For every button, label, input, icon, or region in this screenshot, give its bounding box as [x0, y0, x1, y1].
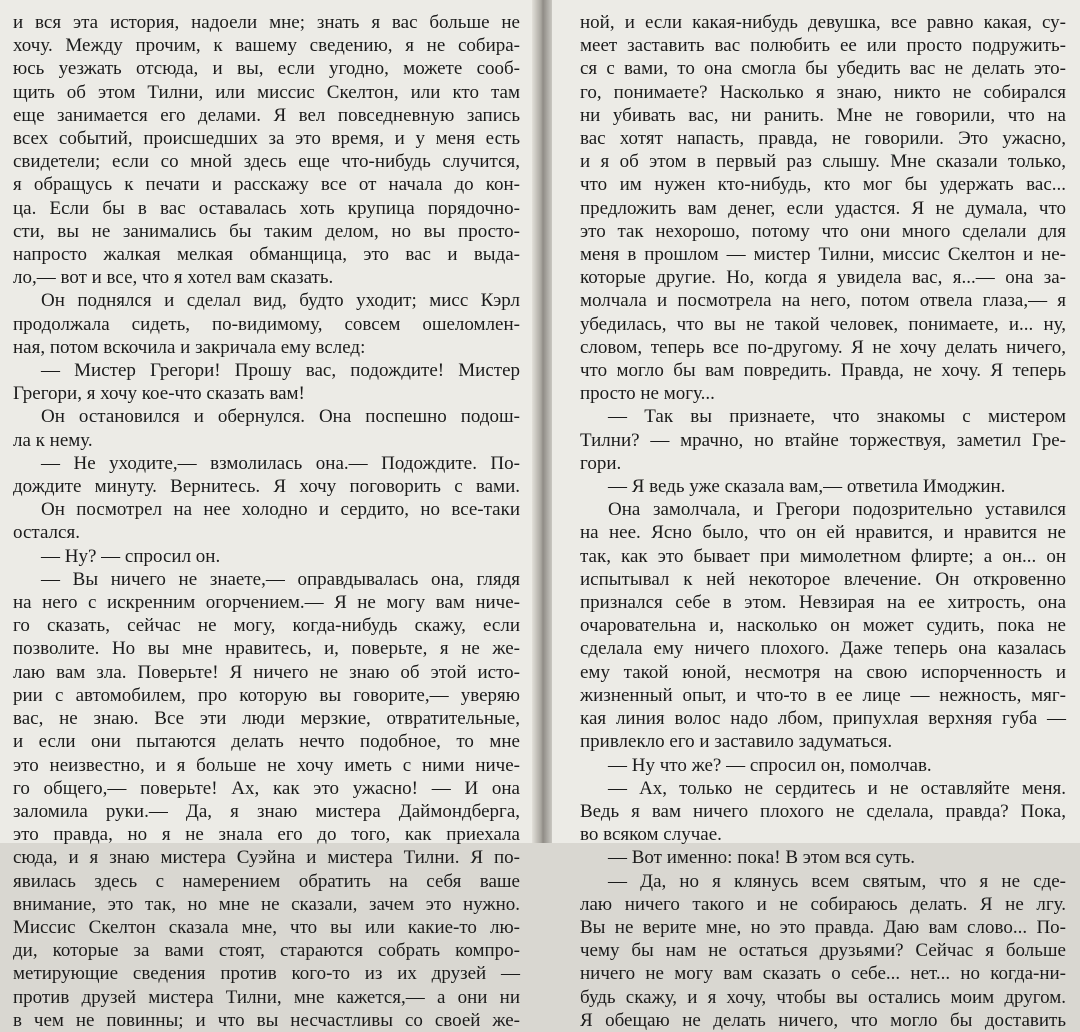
right-page — [552, 0, 1080, 1031]
text-line: ла к нему. — [13, 429, 93, 451]
text-line: на нее. Ясно было, что он ей нравится, и нравится не — [580, 522, 1066, 544]
text-line: Тилни? — мрачно, но втайне торжествуя, заметил Гре- — [580, 429, 1066, 451]
text-line: рии с автомобилем, про которую вы говорите,— уверяю — [13, 684, 520, 706]
text-line: ло,— вот и все, что я хотел вам сказать. — [13, 267, 334, 289]
text-line: хочу. Между прочим, к вашему сведению, я не собира- — [13, 35, 520, 57]
text-line: сделала ему ничего плохого. Даже теперь она казалась — [580, 638, 1066, 660]
text-line: вас хотят напасть, правда, не говорили. Это ужасно, — [580, 128, 1066, 150]
text-line: лаю ничего такого и не собираюсь делать. Я не лгу. — [580, 893, 1066, 915]
text-line: — Вы ничего не знаете,— оправдывалась она, глядя — [41, 568, 520, 590]
text-line: — Мистер Грегори! Прошу вас, подождите! Мистер — [41, 360, 520, 382]
text-line: так, как это бывает при мимолетном флирте; а он... он — [580, 545, 1066, 567]
text-line: против друзей мистера Тилни, мне кажется,— а они ни — [13, 986, 520, 1008]
text-line: вас, не знаю. Все эти люди мерзкие, отвратительные, — [13, 708, 520, 730]
text-line: ничего не могу вам сказать о себе... нет... но когда-ни- — [580, 963, 1066, 985]
text-line: дождите минуту. Вернитесь. Я хочу поговорить с вами. — [13, 476, 520, 498]
text-line: напросто жалкая мелкая обманщица, это вас и выда- — [13, 244, 520, 266]
text-line: это правда, но я не знала его до того, как приехала — [13, 824, 520, 846]
text-line: — Не уходите,— взмолилась она.— Подождите. По- — [41, 452, 520, 474]
text-line: ди, которые за вами стоят, стараются собрать компро- — [13, 940, 520, 962]
text-line: ся с вами, то она смогла бы убедить вас не делать это- — [580, 58, 1066, 80]
text-line: — Ах, только не сердитесь и не оставляйте меня. — [608, 777, 1066, 799]
text-line: щить об этом Тилни, или миссис Скелтон, или кто там — [13, 81, 520, 103]
text-line: лаю вам зла. Поверьте! Я ничего не знаю об этой исто- — [13, 661, 520, 683]
text-line: Я обещаю не делать ничего, что могло бы доставить — [580, 1009, 1066, 1031]
text-line: и вся эта история, надоели мне; знать я вас больше не — [13, 12, 520, 33]
text-line: метирующие сведения против кого-то из их друзей — — [13, 963, 520, 985]
text-line: позволите. Но вы мне нравитесь, и, поверьте, я не же- — [13, 638, 520, 660]
text-line: продолжала сидеть, по-видимому, совсем ошеломлен- — [13, 313, 520, 335]
text-line: молчала и посмотрела на него, потом отвела глаза,— я — [580, 290, 1066, 312]
left-page — [0, 0, 532, 1031]
text-line: ни убивать вас, ни ранить. Мне не говорили, что на — [580, 104, 1066, 126]
text-line: меня в прошлом — мистер Тилни, миссис Скелтон и не- — [580, 244, 1066, 266]
text-line: Он посмотрел на нее холодно и сердито, но все-таки — [41, 499, 520, 521]
text-line: которые другие. Но, когда я увидела вас, я...— она за- — [580, 267, 1066, 289]
text-line: убедилась, что вы не такой человек, понимаете, и... ну, — [580, 313, 1066, 335]
text-line: в чем не повинны; и что вы несчастливы со своей же- — [13, 1009, 520, 1031]
text-line: гори. — [580, 452, 622, 474]
text-line: жизненный опыт, и что-то в ее лице — нежность, мяг- — [580, 684, 1066, 706]
text-line: ной, и если какая-нибудь девушка, все равно какая, су- — [580, 12, 1066, 33]
text-line: чему бы нам не остаться друзьями? Сейчас я больше — [580, 940, 1066, 962]
text-line: го общего,— поверьте! Ах, как это ужасно! — И она — [13, 777, 520, 799]
text-line: во всяком случае. — [580, 824, 722, 846]
text-line: всех событий, происшедших за это время, и у меня есть — [13, 128, 520, 150]
text-line: на него с искренним огорчением.— Я не могу вам ниче- — [13, 592, 520, 614]
text-line: сти, вы не занимались бы таким делом, но вы просто- — [13, 220, 520, 242]
text-line: ца. Если бы в вас оставалась хоть крупица порядочно- — [13, 197, 520, 219]
text-line: го сказать, сейчас не могу, когда-нибудь скажу, если — [13, 615, 520, 637]
text-line: Грегори, я хочу кое-что сказать вам! — [13, 383, 305, 405]
text-line: Вы не верите мне, но это правда. Даю вам слово... По- — [580, 916, 1066, 938]
text-line: внимание, это так, но мне не сказали, зачем это нужно. — [13, 893, 520, 915]
text-line: — Ну? — спросил он. — [41, 545, 221, 567]
text-line: признался себе в этом. Невзирая на ее хитрость, она — [580, 592, 1066, 614]
text-line: что им нужен кто-нибудь, кто мог бы удержать вас... — [580, 174, 1066, 196]
text-line: — Да, но я клянусь всем святым, что я не сде- — [608, 870, 1066, 892]
text-line: го, понимаете? Насколько я знаю, никто не собирался — [580, 81, 1066, 103]
text-line: испытывал к ней некоторое влечение. Он откровенно — [580, 568, 1066, 590]
text-line: заломила руки.— Да, я знаю мистера Даймондберга, — [13, 800, 520, 822]
text-line: будь скажу, и я хочу, чтобы вы остались моим другом. — [580, 986, 1066, 1008]
text-line: ная, потом вскочила и закричала ему вслед: — [13, 336, 366, 358]
text-line: привлекло его и заставило задуматься. — [580, 731, 893, 753]
text-line: предложить вам денег, если удастся. Я не думала, что — [580, 197, 1066, 219]
text-line: и я об этом в первый раз слышу. Мне сказали только, — [580, 151, 1066, 173]
text-line: свидетели; если со мной здесь еще что-нибудь случится, — [13, 151, 520, 173]
text-line: еще занимается его делами. Я вел повседневную запись — [13, 104, 520, 126]
text-line: явилась здесь с намерением обратить на себя ваше — [13, 870, 520, 892]
text-line: это так нехорошо, потому что они много сделали для — [580, 220, 1066, 242]
text-line: — Ну что же? — спросил он, помолчав. — [608, 754, 932, 776]
text-line: Она замолчала, и Грегори подозрительно уставился — [608, 499, 1066, 521]
text-line: остался. — [13, 522, 80, 544]
text-line: кая линия волос надо лбом, припухлая верхняя губа — — [580, 708, 1066, 730]
text-line: я обращусь к печати и расскажу все от начала до кон- — [13, 174, 520, 196]
text-line: ему такой юной, несмотря на свою испорченность и — [580, 661, 1066, 683]
text-line: — Так вы признаете, что знакомы с мистером — [608, 406, 1066, 428]
text-line: сюда, и я знаю мистера Суэйна и мистера Тилни. Я по- — [13, 847, 520, 869]
text-line: Ведь я вам ничего плохого не сделала, правда? Пока, — [580, 800, 1066, 822]
text-line: меет заставить вас полюбить ее или просто подружить- — [580, 35, 1066, 57]
text-line: это неизвестно, и я больше не хочу иметь с ними ниче- — [13, 754, 520, 776]
text-line: просто не могу... — [580, 383, 715, 405]
text-line: Он остановился и обернулся. Она поспешно подош- — [41, 406, 520, 428]
text-line: юсь уезжать отсюда, и вы, если угодно, можете сооб- — [13, 58, 520, 80]
text-line: — Вот именно: пока! В этом вся суть. — [608, 847, 916, 869]
text-line: — Я ведь уже сказала вам,— ответила Имоджин. — [608, 476, 1006, 498]
text-line: Миссис Скелтон сказала мне, что вы или какие-то лю- — [13, 916, 520, 938]
text-line: и если они пытаются делать нечто подобное, то мне — [13, 731, 520, 753]
text-line: что могло бы вам повредить. Правда, не хочу. Я теперь — [580, 360, 1066, 382]
text-line: Он поднялся и сделал вид, будто уходит; мисс Кэрл — [41, 290, 520, 312]
book-gutter — [532, 0, 552, 843]
text-line: очаровательна и, насколько он может судить, пока не — [580, 615, 1066, 637]
text-line: словом, теперь все по-другому. Я не хочу делать ничего, — [580, 336, 1066, 358]
